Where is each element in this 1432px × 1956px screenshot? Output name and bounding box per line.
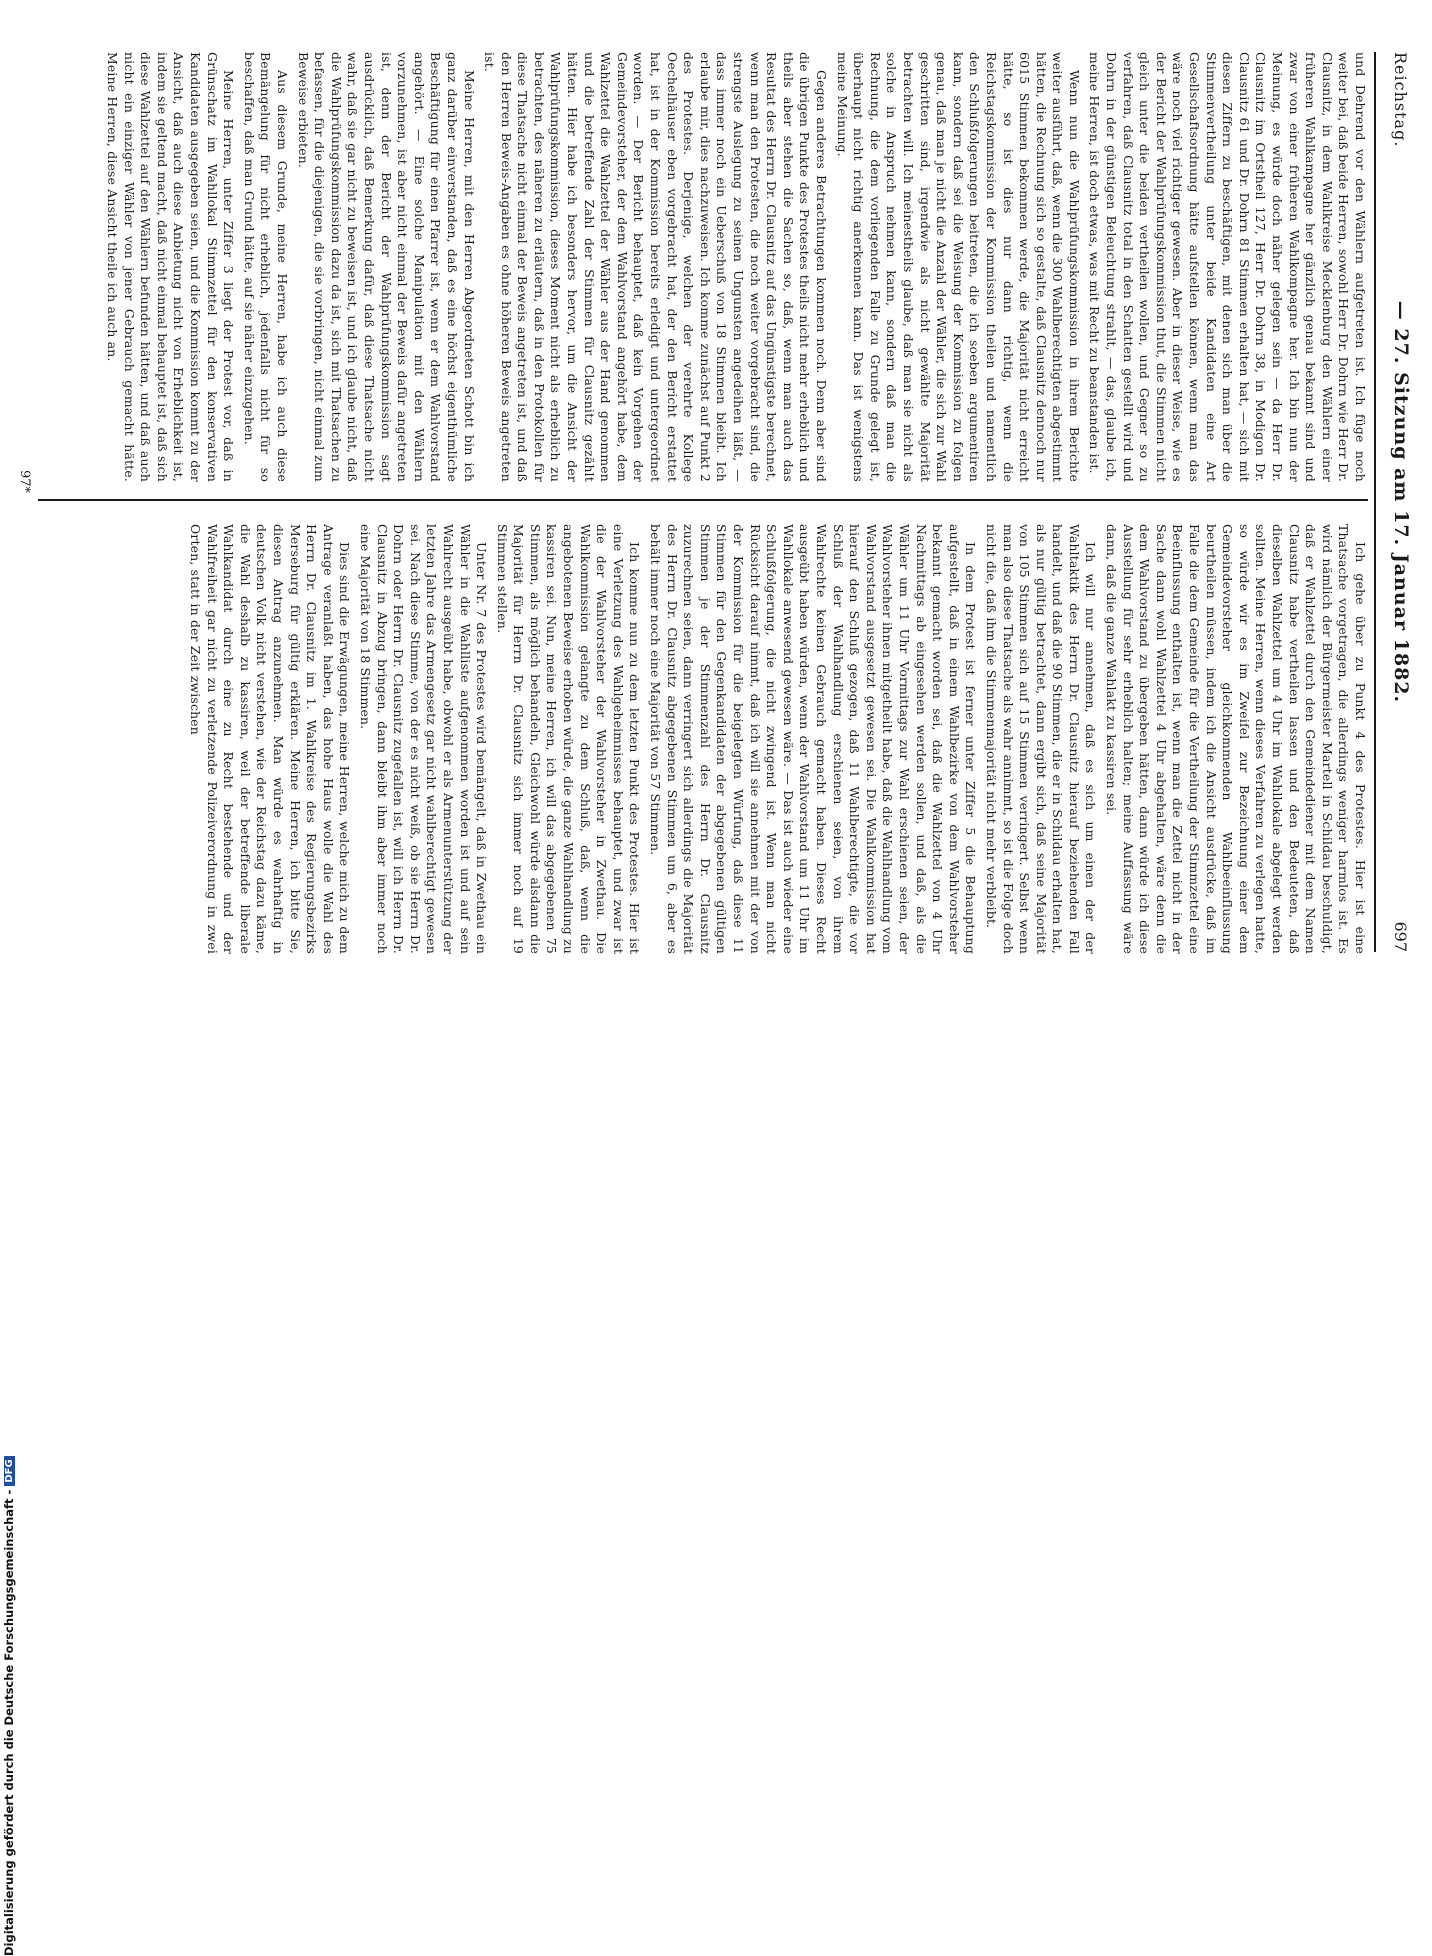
header-page-number: 697 [1391, 921, 1410, 952]
left-column [38, 52, 1368, 482]
right-paragraph-3: In dem Protest ist ferner unter Ziffer 5 die Behauptung aufgestellt, daß in einem Wahlbezirke von dem Wahlvorsteher bekannt gemacht worden sei, daß die Wahlzettel von 4 Uhr Nachmittags ab eingesehen werden sollen, und daß, als die Wähler um 11 Uhr Vormittags zur Wahl erschienen seien, der Wahlvorsteher ihnen mitgetheilt habe, daß die Wahlhandlung vom Wahlvorstand ausgesetzt gewesen sei. Die Wahlkommission hat hierauf den Schluß gezogen, daß 11 Wahlberechtigte, die vor Schluß der Wahlhandlung erschienen seien, von ihrem Wahlrechte keinen Gebrauch gemacht haben. Dieses Recht ausgeübt haben würden, wenn der Wahlvorstand um 11 Uhr im Wahllokale anwesend gewesen wäre. — Das ist auch wieder eine Schlußfolgerung, die nicht zwingend ist. Wenn man nicht Rücksicht darauf nimmt, daß ich will sie annehmen mit der von der Kommission für die beigelegten Würfung, daß diese 11 Stimmen für den Gegenkandidaten der abgegebenen gültigen Stimmen je der Stimmenzahl des Herrn Dr. Clausnitz zuzurechnen seien, dann verringert sich allerdings die Majorität des Herrn Dr. Clausnitz abgegebenen Stimmen um 6, aber es behält immer noch eine Majorität von 57 Stimmen. [648, 524, 979, 954]
right-paragraph-2: Ich will nur annehmen, daß es sich um einen der der Wahltaktik des Herrn Dr. Clausnitz hierauf beziehenden Fall handelt, und daß die 90 Stimmen, die er in Schildau erhalten hat, als nur gültig betrachtet, dann ergibt sich, daß seine Majorität von 105 Stimmen sich auf 15 Stimmen verringert. Selbst wenn man also diese Thatsache als wahr annimmt, so ist die Folge doch nicht die, daß ihm die Stimmenmajorität nicht mehr verbleibt. [983, 524, 1099, 954]
dfg-logo: DFG [4, 1456, 15, 1485]
header-session-text: — 27. Sitzung am 17. Januar 1882. [1390, 300, 1412, 704]
header-session-title [1390, 52, 1412, 952]
digitization-credit [2, 1456, 16, 1956]
left-paragraph-3: Gegen anderes Betrachtungen kommen noch. Denn aber sind die übrigen Punkte des Protestes theils nicht mehr erheblich und theils aber stehen die Sachen so, daß, wenn man auch das Resultat des Herrn Dr. Clausnitz auf das Ungünstigste berechnet, wenn man den Protesten, die noch weiter vorgebracht sind, die strengste Auslegung zu seinen Ungunsten angedeihen läßt, — dass immer noch ein Ueberschuß von 18 Stimmen bleibt. Ich erlaube mir, dies nachzuweisen. Ich komme zunächst auf Punkt 2 des Protestes. Derjenige, welchen der verehrte Kollege Oechelhäuser eben vorgebracht hat, der den Bericht erstattet hat, ist in der Kommission bereits erledigt und untergeordnet worden. — Der Bericht behauptet, daß kein Vorgehen der Gemeindevorsteher, der dem Wahlvorstand angehört habe, dem Wahlzettel die Wahlzettel der Wähler aus der Hand genommen und die betreffende Zahl der Stimmen für Clausnitz gezählt hätten. Hier habe ich besonders hervor, um die Ansicht der Wahlprüfungskommission, dieses Moment nicht als erheblich zu betrachten, des näheren zu erläutern, daß in den Protokollen für diese Thatsache nicht einmal der Beweis angetreten ist, und daß den Herren Beweis-Angaben es ohne höheren Beweis angetreten ist. [482, 52, 829, 482]
column-divider [38, 499, 1368, 501]
left-paragraph-5: Aus diesem Grunde, meine Herren, habe ich auch diese Bemängelung für nicht erheblich, jedenfalls nicht für so beschaffen, daß man Grund hätte, auf sie näher einzugehen. [241, 52, 290, 482]
left-paragraph-2: Wenn nun die Wahlprüfungskommission in ihrem Berichte weiter ausführt, daß, wenn die 300 Wahlberechtigten abgestimmt hätten, die Rechnung sich so gestalte, daß Clausnitz dennoch nur 6015 Stimmen bekommen werde, die Majorität nicht erreicht hätte, so ist dies nur dann richtig, wenn die Reichstagskommission der Kommission theilen und namentlich den Schlußfolgerungen beitreten, die ich soeben argumentiren kann, sondern daß sei die Weisung der Kommission zu folgen genau, daß man je nicht die Anzahl der Wähler, die sich zur Wahl geschritten sind, irgendwie als nicht gewählte Majorität betrachten will. Ich meinestheils glaube, daß man sie nicht als solche in Anspruch nehmen kann, sondern daß man die Rechnung, die dem vorliegenden Falle zu Grunde gelegt ist, überhaupt nicht richtig anerkennen kann. Das ist wenigstens meine Meinung. [834, 52, 1082, 482]
left-paragraph-1: und Dehrend vor den Wählern aufgetreten ist. Ich füge noch weiter bei, daß beide Herren, sowohl Herr Dr. Dohrn wie Herr Dr. Clausnitz, in dem Wahlkreise Mecklenburg den Wählern einer früheren Wahlkampagne her gänzlich genau bekannt sind und zwar von einer früheren Wahlkompagne her. Ich bin nun der Meinung, es würde doch näher gelegen sein — da Herr Dr. Clausnitz im Ortstheil 127, Herr Dr. Dohrn 38, in Modigon Dr. Clausnitz 61 und Dr. Dohrn 81 Stimmen erhalten hat, — sich mit diesen Ziffern zu beschäftigen, mit denen sich man über die Stimmenvertheilung unter beide Kandidaten eine Art Gesellschaftsordnung hätte aufstellen können, wenn man das wäre noch viel richtiger gewesen. Aber in dieser Weise, wie es der Bericht der Wahlprüfungskommission thut, die Stimmen nicht gleich unter die beiden vertheilen wollen, und Gegner so zu verfahren, daß Clausnitz total in den Schatten gestellt wird und Dohrn in der günstigen Beleuchtung strahlt, — das, glaube ich, meine Herren, ist doch etwas, was mit Recht zu beanstanden ist. [1087, 52, 1368, 482]
left-paragraph-6: Meine Herren, unter Ziffer 3 liegt der Protest vor, daß in Grünschatz im Wahllokal Stimmzettel für den konservativen Kandidaten ausgegeben seien, und die Kommission kommt zu der Ansicht, daß auch diese Anbietung nicht von Erheblichkeit ist, indem sie geltend macht, daß nicht einmal behauptet ist, daß sich diese Wahlzettel auf den Wählern befunden hätten, und daß auch nicht ein einziger Wähler von jener Gebrauch gemacht hätte. Meine Herren, diese Ansicht theile ich auch an. [105, 52, 237, 482]
header-rule [1374, 52, 1376, 952]
right-paragraph-5: Unter Nr. 7 des Protestes wird bemängelt, daß in Zwethau ein Wähler in die Wahlliste aufgenommen worden ist und auf sein Wahlrecht ausgeübt habe, obwohl er als Armenunterstützung der letzten Jahre das Armengesetz gar nicht wahlberechtigt gewesen sei. Nach diese Stimme, von der es nicht weiß, ob sie Herrn Dr. Dohrn oder Herrn Dr. Clausnitz zugefallen ist, will ich Herrn Dr. Clausnitz in Abzug bringen, dann bleibt ihm aber immer noch eine Majorität von 18 Stimmen. [357, 524, 490, 954]
right-paragraph-1: Ich gehe über zu Punkt 4 des Protestes. Hier ist eine Thatsache vorgetragen, die allerdings weniger harmlos ist. Es wird nämlich der Bürgermeister Martell in Schildau beschuldigt, daß er Wahlzettel durch den Gemeindediener mit dem Namen Clausnitz habe vertheilen lassen und den Bedeuteten, daß dieselben Wahlzettel um 4 Uhr im Wahllokale abgelegt werden sollten. Meine Herren, wenn dieses Verfahren zu verlegen hatte, so würde wir es im Zweifel zur Bezeichnung einer dem Gemeindevorsteher gleichkommenden Wahlbeeinflussung beurtheilen müssen, indem ich die Ansicht ausdrücke, daß im Falle die dem Gemeinde für die Vertheilung der Stimmzettel eine Beeinflussung enthalten ist, wenn man die Zettel nicht in der Sache dann wohl Wahlzettel 4 Uhr abgehalten, wäre denn die dem Wahlvorstand zu übergeben hätten, dann würde ich diese Ausstellung für sehr erheblich halten; meine Auffassung wäre dann, daß die ganze Wahlakt zu kassiren sei. [1104, 524, 1368, 954]
right-column [38, 524, 1368, 954]
digitization-credit-text: Digitalisierung gefördert durch die Deutsche Forschungsgemeinschaft - [2, 1489, 16, 1956]
digitization-footer [0, 978, 1432, 1956]
right-paragraph-6: Dies sind die Erwägungen, meine Herren, welche mich zu dem Antrage veranlaßt haben, das hohe Haus wolle die Wahl des Herrn Dr. Clausnitz im 1. Wahlkreise des Regierungsbezirks Merseburg für gültig erklären. Meine Herren, ich bitte Sie, diesen Antrag anzunehmen. Man würde es wahrhaftig in deutschen Volk nicht verstehen, wie der Reichstag dazu käme, die Wahl deshalb zu kassiren, weil der betreffende liberale Wahlkandidat durch eine zu Recht bestehende und der Wahlfreiheit gar nicht zu verletzende Polizeiverordnung in zwei Orten, statt in der Zeit zwischen [188, 524, 353, 954]
left-paragraph-4: Meine Herren, mit den Herren Abgeordneten Schott bin ich ganz darüber einverstanden, daß es eine höchst eigenthümliche Beschäftigung für einen Pfarrer ist, wenn er dem Wahlvorstand angehört. — Eine solche Manipulation mit den Wählern vorzunehmen, ist aber nicht einmal der Beweis dafür angetreten ist, denn der Bericht der Wahlprüfungskommission sagt ausdrücklich, daß Bemerkung dafür, daß diese Thatsache nicht wahr, daß sie gar nicht zu beweisen ist, und ich glaube nicht, daß die Wahlprüfungskommission dazu da ist, sich mit Thatsachen zu befassen, für die diejenigen, die sie vorbringen, nicht einmal zum Beweise erbieten. [295, 52, 477, 482]
header-left-title: Reichstag. [1391, 52, 1410, 148]
page-header [1382, 52, 1414, 952]
right-paragraph-4: Ich komme nun zu dem letzten Punkt des Protestes. Hier ist eine Verletzung des Wahlgeheimnisses behauptet, und zwar ist die der Wahlvorsteher der Wahlvorsteher in Zwethau. Die Wahlkommission gelangte zu dem Schluß, daß, wenn die angebotenen Beweise erhoben würde, die ganze Wahlhandlung zu kassiren sei. Nun, meine Herren, ich will das abgegebenen 75 Stimmen, als möglich behandeln, Gleichwohl würde alsdann die Majorität für Herrn Dr. Clausnitz sich immer noch auf 19 Stimmen stellen. [494, 524, 643, 954]
signature-mark: 97* [17, 470, 32, 494]
